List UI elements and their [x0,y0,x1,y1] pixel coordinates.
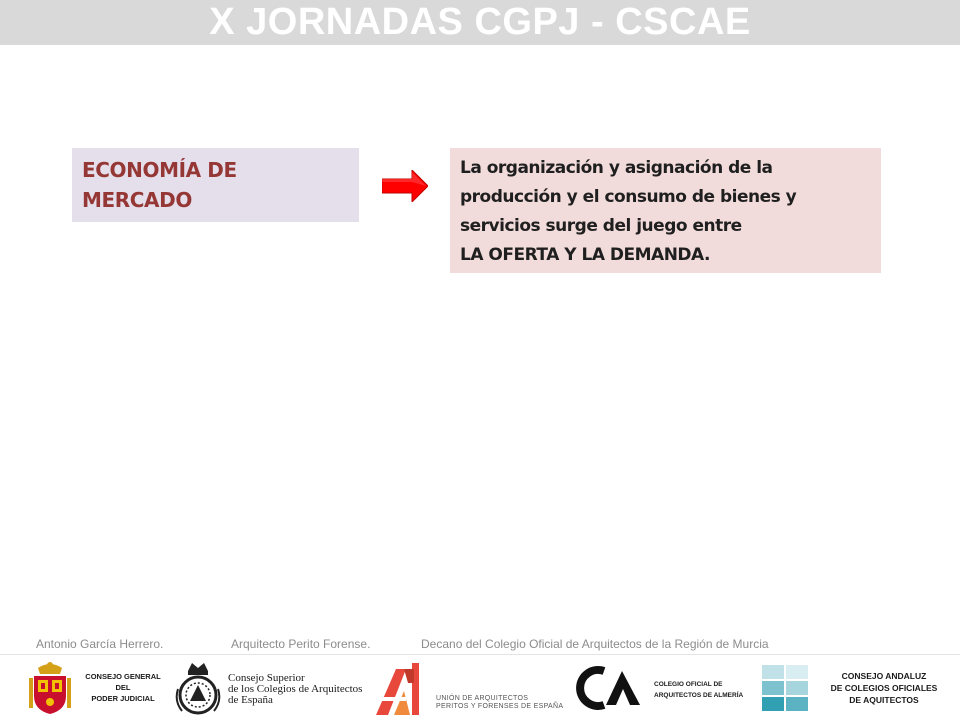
concept-line: ECONOMÍA DE [82,158,237,182]
teal-squares-icon [762,665,808,711]
logo-coa-almeria [572,655,752,720]
coa-logo-icon [574,665,642,711]
coat-of-arms-icon [28,660,72,716]
right-arrow-icon [382,170,428,202]
logo-cscae [172,655,372,720]
definition-line: producción y el consumo de bienes y [460,187,797,207]
author-name: Antonio García Herrero. [36,637,164,651]
cacoa-label: CONSEJO ANDALUZ DE COLEGIOS OFICIALES DE AQUITECTOS [830,671,938,705]
definition-box [450,148,881,273]
credits-line [36,636,936,652]
author-role: Arquitecto Perito Forense. [231,637,371,651]
crowned-seal-icon [174,661,222,715]
coa-almeria-label: COLEGIO OFICIAL DE ARQUITECTOS DE ALMERÍA [654,681,744,699]
concept-box [72,148,359,222]
author-position: Decano del Colegio Oficial de Arquitectos de la Región de Murcia [421,637,769,651]
logo-cgpj [28,655,168,720]
cgpj-label: CONSEJO GENERAL DEL PODER JUDICIAL [85,672,161,703]
logo-bar [0,654,960,720]
header-bar [0,0,960,45]
definition-line: La organización y asignación de la [460,158,773,178]
cscae-label: Consejo Superior de los Colegios de Arquitectos de España [228,672,363,706]
definition-line: servicios surge del juego entre [460,216,742,236]
ua-logo-icon [374,661,430,717]
concept-line: MERCADO [82,188,192,212]
definition-line: LA OFERTA Y LA DEMANDA. [460,245,710,265]
logo-cacoa [760,655,960,720]
logo-union-arquitectos [372,655,567,720]
page-title: X JORNADAS CGPJ - CSCAE [209,1,751,43]
union-arquitectos-label: UNIÓN DE ARQUITECTOS PERITOS Y FORENSES DE ESPAÑA [436,695,564,710]
